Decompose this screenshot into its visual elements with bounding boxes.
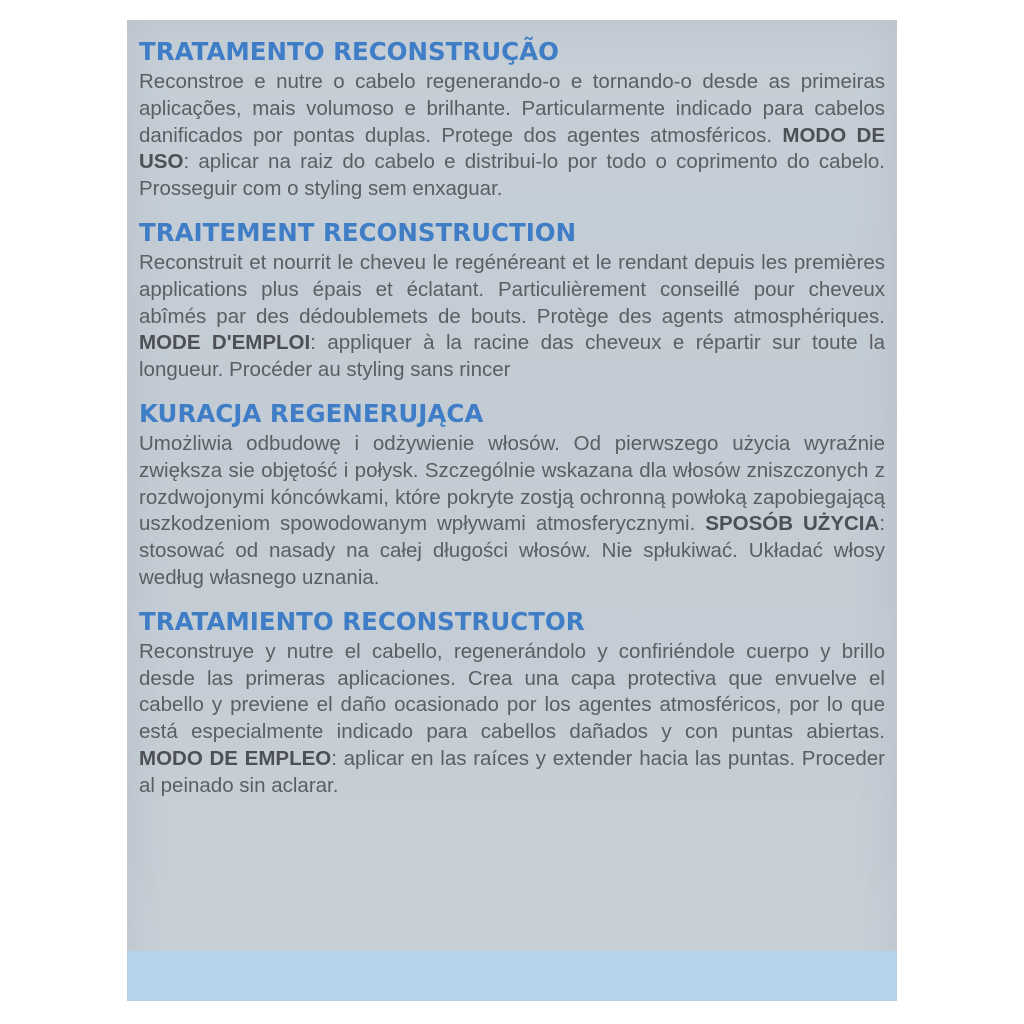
section-heading: TRAITEMENT RECONSTRUCTION	[139, 217, 577, 247]
section-heading: TRATAMIENTO RECONSTRUCTOR	[139, 606, 585, 636]
section-body	[139, 250, 885, 384]
section-body	[139, 639, 885, 800]
body-text: Reconstruye y nutre el cabello, regenerándolo y confiriéndole cuerpo y brillo desde las primeras aplicaciones. Crea una capa protectiva que envuelve el cabello y previene el daño ocasionado por los agentes atmosféricos, por lo que está especialmente indicado para cabellos dañados y con puntas abiertas.	[139, 639, 885, 744]
usage-keyword: MODE D'EMPLOI	[139, 331, 311, 355]
body-text: Umożliwia odbudowę i odżywienie włosów. Od pierwszego użycia wyraźnie zwiększa sie objętość i połysk. Szczególnie wskazana dla włosów zniszczonych z rozdwojonymi kóncówkami, które pokryte zostją ochronną powłoką zapobiegającą uszkodzeniom spowodowanym wpływami atmosferycznymi.	[139, 431, 885, 536]
label-panel	[127, 20, 897, 1001]
section-body	[139, 69, 885, 203]
usage-keyword: MODO DE EMPLEO	[139, 746, 332, 770]
body-text: Reconstruit et nourrit le cheveu le regénéreant et le rendant depuis les premières applications plus épais et éclatant. Particulièrement conseillé pour cheveux abîmés par des dédoublemets de bouts. Protège des agents atmosphériques.	[139, 250, 885, 328]
label-content	[139, 36, 885, 814]
section-body	[139, 431, 885, 592]
bottom-color-band	[127, 951, 897, 1001]
section-heading: KURACJA REGENERUJĄCA	[139, 398, 484, 428]
body-text: Reconstroe e nutre o cabelo regenerando-o e tornando-o desde as primeiras aplicações, mais volumoso e brilhante. Particularmente indicado para cabelos danificados por pontas duplas. Protege dos agentes atmosféricos.	[139, 70, 885, 147]
section-spanish	[139, 606, 885, 800]
usage-text: : stosować od nasady na całej długości włosów. Nie spłukiwać. Układać włosy według własnego uznania.	[139, 512, 886, 589]
usage-text: : aplicar en las raíces y extender hacia las puntas. Proceder al peinado sin aclarar.	[139, 746, 885, 797]
section-polish	[139, 398, 885, 592]
usage-text: : appliquer à la racine das cheveux e répartir sur toute la longueur. Procéder au styling sans rincer	[139, 331, 885, 382]
usage-text: : aplicar na raiz do cabelo e distribui-lo por todo o coprimento do cabelo. Prosseguir com o styling sem enxaguar.	[139, 150, 885, 201]
section-portuguese	[139, 36, 885, 203]
usage-keyword: MODO DE USO	[139, 123, 885, 174]
section-heading: TRATAMENTO RECONSTRUÇÃO	[139, 37, 559, 66]
usage-keyword: SPOSÓB UŻYCIA	[705, 512, 880, 536]
section-french	[139, 217, 885, 384]
